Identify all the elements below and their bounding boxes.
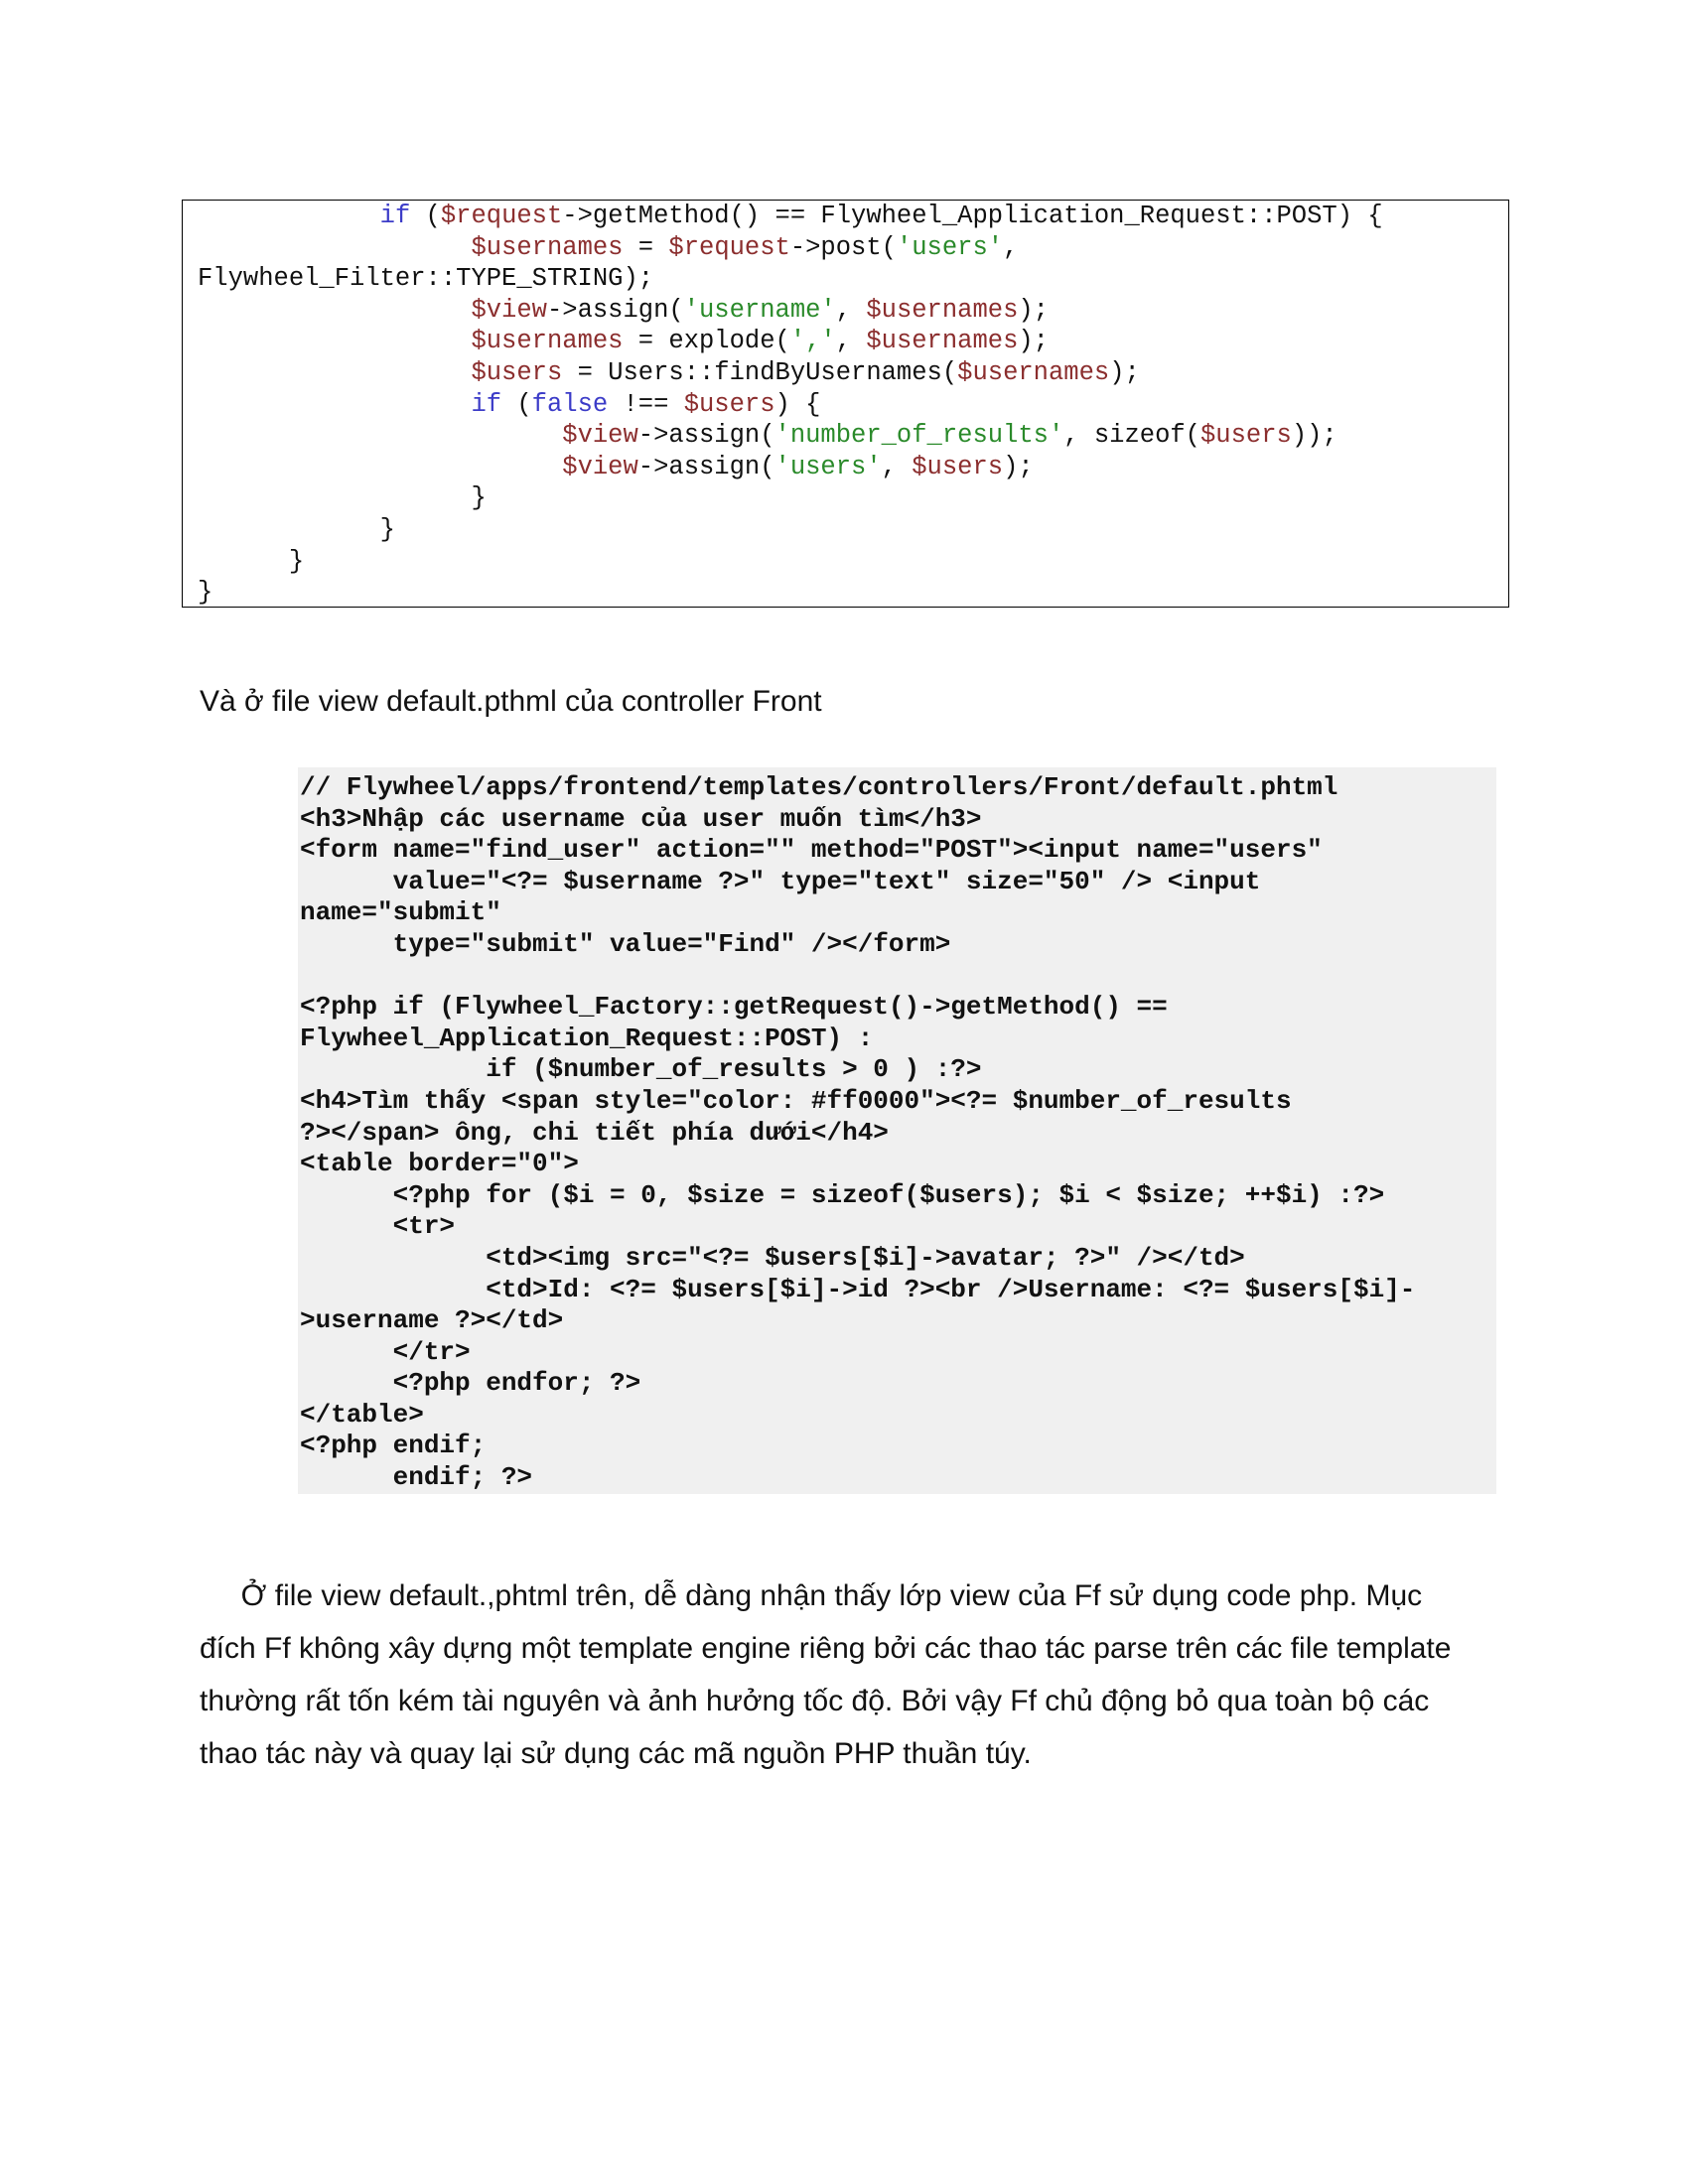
paragraph-line: đích Ff không xây dựng một template engine riêng bởi các thao tác parse trên các file template bbox=[200, 1632, 1452, 1665]
code-line: <?php if (Flywheel_Factory::getRequest()->getMethod() == bbox=[300, 992, 1168, 1023]
code-token: $users bbox=[1200, 421, 1292, 451]
code-line bbox=[198, 482, 1508, 514]
phtml-template-code-block bbox=[298, 767, 1496, 1494]
code-token: , bbox=[881, 452, 913, 481]
paragraph-line: thao tác này và quay lại sử dụng các mã nguồn PHP thuần túy. bbox=[200, 1737, 1032, 1770]
php-controller-code-block bbox=[182, 200, 1509, 608]
code-token: !== bbox=[608, 389, 684, 419]
code-line: <?php for ($i = 0, $size = sizeof($users); $i < $size; ++$i) :?> bbox=[300, 1179, 1385, 1210]
paragraph-line: Ở file view default.,phtml trên, dễ dàng nhận thấy lớp view của Ff sử dụng code php. Mục bbox=[200, 1579, 1423, 1612]
code-token: 'users' bbox=[774, 452, 882, 481]
code-line: <td>Id: <?= $users[$i]->id ?><br />Username: <?= $users[$i]- bbox=[300, 1274, 1416, 1304]
code-token: if bbox=[471, 389, 502, 419]
code-token: )); bbox=[1291, 421, 1337, 451]
code-token: , sizeof( bbox=[1063, 421, 1200, 451]
code-line bbox=[198, 514, 1508, 546]
code-line bbox=[198, 577, 1508, 608]
code-token: ->assign( bbox=[637, 452, 775, 481]
code-token: ); bbox=[1003, 452, 1034, 481]
code-token: ( bbox=[501, 389, 532, 419]
code-token: , bbox=[1003, 232, 1019, 262]
code-token: ->post( bbox=[789, 232, 897, 262]
code-token: ->getMethod() == Flywheel_Application_Request::POST) { bbox=[562, 202, 1383, 230]
code-token: ->assign( bbox=[546, 295, 684, 325]
code-token bbox=[198, 453, 562, 481]
code-line: type="submit" value="Find" /></form> bbox=[300, 928, 951, 959]
code-token: false bbox=[531, 389, 609, 419]
code-token: ); bbox=[1018, 327, 1049, 356]
code-token: ->assign( bbox=[637, 421, 775, 451]
code-token: = bbox=[623, 232, 669, 262]
code-token: if bbox=[379, 202, 411, 230]
code-token: $request bbox=[668, 232, 790, 262]
code-line bbox=[198, 357, 1508, 389]
code-token: $users bbox=[912, 452, 1004, 481]
code-token: $view bbox=[562, 452, 638, 481]
code-line: name="submit" bbox=[300, 897, 501, 928]
code-token: } bbox=[198, 546, 305, 576]
code-line: <tr> bbox=[300, 1211, 456, 1242]
code-line bbox=[300, 961, 1496, 993]
code-line: <td><img src="<?= $users[$i]->avatar; ?>" /></td> bbox=[300, 1242, 1245, 1273]
paragraph-line: thường rất tốn kém tài nguyên và ảnh hưởng tốc độ. Bởi vậy Ff chủ động bỏ qua toàn bộ các bbox=[200, 1685, 1430, 1717]
code-line: <table border="0"> bbox=[300, 1149, 579, 1179]
code-line: <?php endif; bbox=[300, 1431, 487, 1461]
code-token bbox=[198, 358, 471, 387]
code-line bbox=[198, 232, 1508, 264]
code-token: $usernames bbox=[471, 232, 624, 262]
code-token: $view bbox=[471, 295, 547, 325]
code-token: ); bbox=[1109, 357, 1140, 387]
code-token: ); bbox=[1018, 295, 1049, 325]
code-line: <h3>Nhập các username của user muốn tìm</h3> bbox=[300, 803, 982, 834]
code-token bbox=[198, 296, 471, 325]
code-token: = explode( bbox=[623, 327, 790, 356]
code-line: </table> bbox=[300, 1399, 424, 1430]
code-token: , bbox=[835, 295, 867, 325]
code-line: if ($number_of_results > 0 ) :?> bbox=[300, 1054, 982, 1085]
code-token: $usernames bbox=[957, 357, 1110, 387]
code-line: <form name="find_user" action="" method="POST"><input name="users" bbox=[300, 835, 1323, 866]
code-token: ',' bbox=[789, 327, 836, 356]
code-token: , bbox=[835, 327, 867, 356]
code-line bbox=[198, 546, 1508, 578]
code-line bbox=[198, 295, 1508, 327]
code-token: 'number_of_results' bbox=[774, 421, 1064, 451]
code-token: ) { bbox=[774, 389, 821, 419]
code-line: </tr> bbox=[300, 1336, 471, 1367]
code-line bbox=[198, 389, 1508, 421]
explanation-paragraph bbox=[200, 1570, 1530, 1780]
code-token: $view bbox=[562, 421, 638, 451]
code-token bbox=[198, 327, 471, 355]
code-line bbox=[198, 326, 1508, 357]
code-token bbox=[198, 390, 471, 419]
code-token: $users bbox=[683, 389, 775, 419]
code-token: 'username' bbox=[683, 295, 836, 325]
code-token: 'users' bbox=[896, 232, 1004, 262]
code-token: } bbox=[198, 483, 487, 513]
code-line bbox=[198, 263, 1508, 295]
code-line bbox=[198, 201, 1508, 232]
code-line: Flywheel_Application_Request::POST) : bbox=[300, 1023, 874, 1053]
code-token bbox=[198, 202, 380, 230]
code-line: <h4>Tìm thấy <span style="color: #ff0000"><?= $number_of_results bbox=[300, 1085, 1292, 1116]
code-line: endif; ?> bbox=[300, 1462, 533, 1493]
code-token: = Users::findByUsernames( bbox=[562, 357, 958, 387]
code-token: $request bbox=[440, 202, 563, 230]
code-token bbox=[198, 233, 471, 262]
code-token: $usernames bbox=[866, 295, 1019, 325]
code-line: ?></span> ông, chi tiết phía dưới</h4> bbox=[300, 1117, 889, 1148]
code-token: $users bbox=[471, 357, 563, 387]
intro-text: Và ở file view default.pthml của controller Front bbox=[200, 685, 822, 718]
code-token: $usernames bbox=[471, 327, 624, 356]
code-token: ( bbox=[410, 202, 441, 230]
code-token: } bbox=[198, 578, 213, 608]
code-line: <?php endfor; ?> bbox=[300, 1368, 641, 1399]
code-token: Flywheel_Filter::TYPE_STRING); bbox=[198, 264, 654, 294]
code-line bbox=[198, 452, 1508, 483]
code-line bbox=[198, 420, 1508, 452]
code-line: value="<?= $username ?>" type="text" size="50" /> <input bbox=[300, 866, 1261, 896]
code-token bbox=[198, 421, 562, 450]
code-token: $usernames bbox=[866, 327, 1019, 356]
code-line: // Flywheel/apps/frontend/templates/controllers/Front/default.phtml bbox=[300, 772, 1338, 802]
code-token: } bbox=[198, 514, 395, 544]
code-line: >username ?></td> bbox=[300, 1305, 564, 1336]
